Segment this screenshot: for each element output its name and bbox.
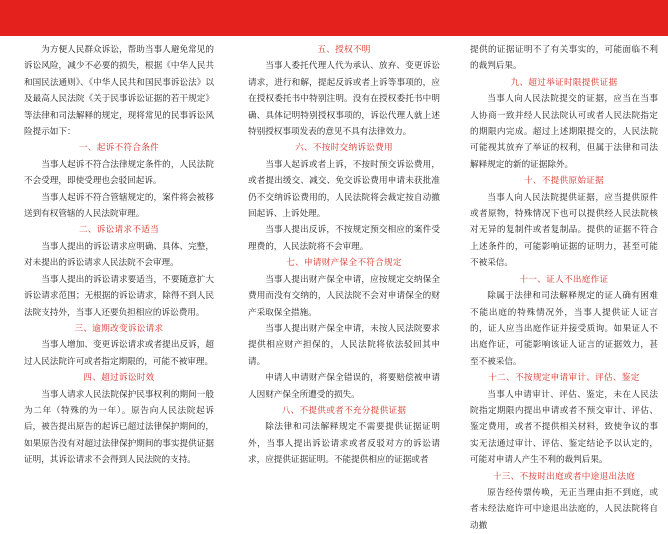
paragraph: 除法律和司法解释规定不需要提供证据证明外，当事人提出诉讼请求或者反驳对方的诉讼请求，应提供证据证明。不能提供相应的证据或者	[248, 422, 440, 466]
paragraph: 当事人提出的诉讼请求要适当，不要随意扩大诉讼请求范围；无根据的诉讼请求，除得不到人民法院支持外，当事人还要负担相应的诉讼费用。	[24, 274, 214, 318]
column-left	[24, 42, 214, 495]
paragraph: 当事人请求人民法院保护民事权利的期间一般为二年（特殊的为一年）。原告向人民法院起诉后，被告提出原告的起诉已超过法律保护期间的，如果原告没有对超过法律保护期间的事实提供证据证明，其诉讼请求不会得到人民法院的支持。	[24, 389, 214, 466]
section-heading: 七、申请财产保全不符合规定	[286, 258, 402, 269]
paragraph: 原告经传票传唤，无正当理由拒不到庭，或者未经法庭许可中途退出法庭的，人民法院将自动撤	[470, 487, 658, 531]
paragraph: 除属于法律和司法解释规定的证人确有困难不能出庭的特殊情况外，当事人提供证人证言的，证人应当出庭作证并接受质询。如果证人不出庭作证，可能影响该证人证言的证据效力，甚至不被采信。	[470, 291, 658, 367]
paragraph: 当事人向人民法院提供证据，应当提供原件或者原物，特殊情况下也可以提供经人民法院核对无异的复制件或者复制品。提供的证据不符合上述条件的，可能影响证据的证明力，甚至可能不被采信。	[470, 192, 658, 269]
section-heading: 三、逾期改变诉讼请求	[74, 323, 164, 334]
paragraph: 当事人提出的诉讼请求应明确、具体、完整，对未提出的诉讼请求人民法院不会审理。	[24, 241, 214, 269]
section-heading: 二、诉讼请求不适当	[78, 225, 160, 236]
column-right	[470, 42, 658, 531]
paragraph: 当事人提出反诉，不按规定预交相应的案件受理费的，人民法院将不会审理。	[248, 225, 440, 252]
column-middle	[248, 42, 440, 495]
paragraph: 当事人起诉不符合法律规定条件的，人民法院不会受理，即使受理也会驳回起诉。	[24, 159, 214, 187]
paragraph: 当事人增加、变更诉讼请求或者提出反诉，超过人民法院许可或者指定期限的，可能不被审理。	[24, 340, 214, 367]
paragraph: 为方便人民群众诉讼，帮助当事人避免常见的诉讼风险，减少不必要的损失，根据《中华人民共和国民法通则》、《中华人民共和国民事诉讼法》以及最高人民法院《关于民事诉讼证据的若干规定》等法律和司法解释的规定，现将常见的民事诉讼风险提示如下：	[24, 45, 214, 138]
section-heading: 八、不提供或者不充分提供证据	[281, 405, 407, 416]
paragraph: 申请人申请财产保全错误的，将要赔偿被申请人因财产保全所遭受的损失。	[248, 373, 440, 400]
section-heading: 四、超过诉讼时效	[83, 373, 155, 384]
section-heading: 九、超过举证时限提供证据	[510, 77, 618, 88]
paragraph: 当事人向人民法院提交的证据，应当在当事人协商一致并经人民法院认可或者人民法院指定的期限内完成。超过上述期限提交的，人民法院可能视其放弃了举证的权利，但属于法律和司法解释规定的新的证据除外。	[470, 94, 658, 170]
paragraph: 当事人委托代理人代为承认、放弃、变更诉讼请求，进行和解，提起反诉或者上诉等事项的，应在授权委托书中特别注明。没有在授权委托书中明确、具体记明特别授权事项的，诉讼代理人就上述特别授权事项发表的意见不具有法律效力。	[248, 61, 440, 138]
paragraph: 当事人起诉或者上诉，不按时预交诉讼费用，或者提出缓交、减交、免交诉讼费用申请未获批准仍不交纳诉讼费用的，人民法院将会裁定按自动撤回起诉、上诉处理。	[248, 159, 440, 220]
section-heading: 十、不提供原始证据	[523, 176, 605, 187]
paragraph: 当事人申请审计、评估、鉴定，未在人民法院指定期限内提出申请或者不预交审计、评估、鉴定费用，或者不提供相关材料，致使争议的事实无法通过审计、评估、鉴定结论予以认定的，可能对申请人产生不利的裁判后果。	[470, 389, 658, 466]
paragraph: 当事人起诉不符合管辖规定的，案件将会被移送到有权管辖的人民法院审理。	[24, 192, 214, 220]
section-heading: 六、不按时交纳诉讼费用	[295, 143, 393, 154]
paragraph: 当事人提出财产保全申请，应按规定交纳保全费用而没有交纳的，人民法院不会对申请保全的财产采取保全措施。	[248, 274, 440, 318]
section-heading: 五、授权不明	[317, 45, 371, 55]
top-red-banner	[0, 0, 668, 36]
section-heading: 十二、不按规定申请审计、评估、鉴定	[488, 373, 640, 384]
section-heading: 一、起诉不符合条件	[78, 143, 160, 154]
paragraph-continued: 提供的证据证明不了有关事实的，可能面临不利的裁判后果。	[470, 45, 658, 72]
section-heading: 十一、证人不出庭作证	[519, 274, 609, 285]
paragraph: 当事人提出财产保全申请，未按人民法院要求提供相应财产担保的，人民法院将依法驳回其申请。	[248, 323, 440, 367]
section-heading: 十三、不按时出庭或者中途退出法庭	[492, 471, 636, 482]
